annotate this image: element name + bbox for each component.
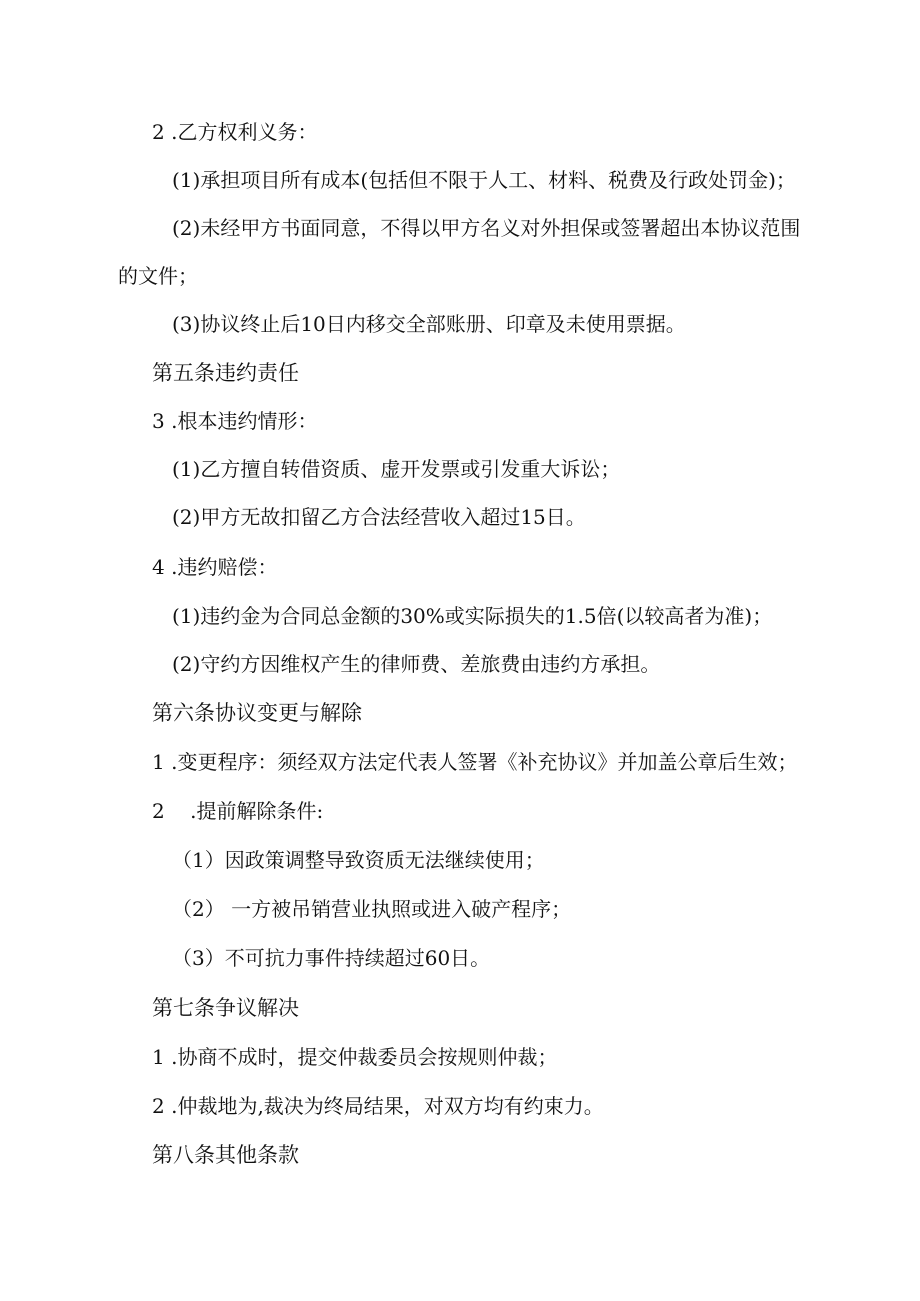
termination-item-1: （1）因政策调整导致资质无法继续使用； xyxy=(172,848,545,872)
clause-3-fundamental-breach: 3 .根本违约情形： xyxy=(152,409,318,433)
clause-2-party-b-rights: 2 .乙方权利义务： xyxy=(152,120,318,144)
clause-2-item-1: (1)承担项目所有成本(包括但不限于人工、材料、税费及行政处罚金)； xyxy=(172,168,796,192)
clause-2-item-3: (3)协议终止后10日内移交全部账册、印章及未使用票据。 xyxy=(172,312,686,336)
clause-4-item-2: (2)守约方因维权产生的律师费、差旅费由违约方承担。 xyxy=(172,652,661,676)
article-7-heading: 第七条争议解决 xyxy=(152,996,299,1020)
article-5-heading: 第五条违约责任 xyxy=(152,361,299,385)
clause-3-item-1: (1)乙方擅自转借资质、虚开发票或引发重大诉讼； xyxy=(172,457,621,481)
clause-4-item-1: (1)违约金为合同总金额的30%或实际损失的1.5倍(以较高者为准)； xyxy=(172,604,773,628)
dispute-clause-1: 1 .协商不成时，提交仲裁委员会按规则仲裁； xyxy=(152,1045,558,1069)
article-8-heading: 第八条其他条款 xyxy=(152,1143,299,1167)
clause-2-early-termination: 2 .提前解除条件: xyxy=(152,799,324,823)
clause-4-compensation: 4 .违约赔偿： xyxy=(152,555,278,579)
article-6-heading: 第六条协议变更与解除 xyxy=(152,701,362,725)
clause-2-item-2: (2)未经甲方书面同意，不得以甲方名义对外担保或签署超出本协议范围 xyxy=(172,216,801,240)
clause-1-change-procedure: 1 .变更程序：须经双方法定代表人签署《补充协议》并加盖公章后生效； xyxy=(152,750,798,774)
dispute-clause-2: 2 .仲裁地为,裁决为终局结果，对双方均有约束力。 xyxy=(152,1094,604,1118)
termination-item-3: （3）不可抗力事件持续超过60日。 xyxy=(172,946,491,970)
termination-item-2: （2） 一方被吊销营业执照或进入破产程序； xyxy=(172,897,572,921)
clause-2-item-2-continued: 的文件； xyxy=(118,264,198,288)
clause-3-item-2: (2)甲方无故扣留乙方合法经营收入超过15日。 xyxy=(172,505,586,529)
